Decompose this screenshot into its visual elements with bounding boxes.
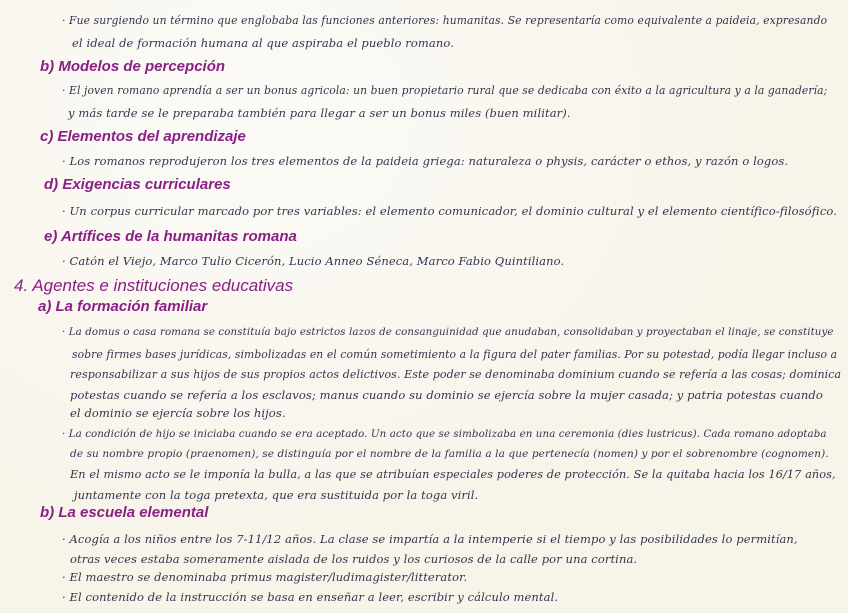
familiar-line-9: juntamente con la toga pretexta, que era sustituida por la toga viril. (74, 488, 479, 502)
heading-modelos-percepcion: b) Modelos de percepción (40, 58, 226, 75)
escuela-line-4: · El contenido de la instrucción se basa en enseñar a leer, escribir y cálculo mental. (62, 590, 559, 604)
familiar-line-8: En el mismo acto se le imponía la bulla, a las que se atribuían especiales poderes de protección. Se la quitaba hacia los 16/17 años, (70, 468, 836, 481)
familiar-line-2: sobre firmes bases jurídicas, simbolizadas en el común sometimiento a la figura del pater familias. Por su potestad, podía llegar incluso a (72, 348, 838, 361)
heading-formacion-familiar: a) La formación familiar (38, 298, 208, 315)
familiar-line-5: el dominio se ejercía sobre los hijos. (70, 406, 286, 420)
escuela-line-1: · Acogía a los niños entre los 7-11/12 años. La clase se impartía a la intemperie si el tiempo y las posibilidades lo permitían, (62, 532, 798, 546)
intro-line-2: el ideal de formación humana al que aspiraba el pueblo romano. (72, 36, 454, 50)
modelos-line-2: y más tarde se le preparaba también para llegar a ser un bonus miles (buen militar). (68, 106, 571, 120)
escuela-line-2: otras veces estaba someramente aislada de los ruidos y los curiosos de la calle por una cortina. (70, 552, 638, 566)
familiar-line-3: responsabilizar a sus hijos de sus propios actos delictivos. Este poder se denominaba dominium cuando se refería a las cosas; dominica (70, 368, 842, 381)
heading-escuela-elemental: b) La escuela elemental (40, 504, 209, 521)
heading-elementos-aprendizaje: c) Elementos del aprendizaje (40, 128, 246, 145)
intro-line-1: · Fue surgiendo un término que englobaba las funciones anteriores: humanitas. Se representaría como equivalente a paideia, expresando (62, 14, 828, 27)
heading-section-4: 4. Agentes e instituciones educativas (14, 276, 294, 295)
familiar-line-4: potestas cuando se refería a los esclavos; manus cuando su dominio se ejercía sobre la mujer casada; y patria potestas cuando (70, 388, 823, 402)
modelos-line-1: · El joven romano aprendía a ser un bonus agricola: un buen propietario rural que se dedicaba con éxito a la agricultura y a la ganadería; (62, 84, 828, 97)
familiar-line-6: · La condición de hijo se iniciaba cuando se era aceptado. Un acto que se simbolizaba en una ceremonia (dies lustricus). Cada romano adoptaba (62, 428, 827, 440)
exigencias-line-1: · Un corpus curricular marcado por tres variables: el elemento comunicador, el dominio cultural y el elemento científico-filosófico. (62, 204, 837, 218)
escuela-line-3: · El maestro se denominaba primus magister/ludimagister/litterator. (62, 570, 468, 584)
familiar-line-7: de su nombre propio (praenomen), se distinguía por el nombre de la familia a la que pertenecía (nomen) y por el sobrenombre (cognomen). (70, 448, 829, 460)
heading-artifices-humanitas: e) Artífices de la humanitas romana (44, 228, 297, 245)
familiar-line-1: · La domus o casa romana se constituía bajo estrictos lazos de consanguinidad que anudaban, consolidaban y proyectaban el linaje, se constituye (62, 326, 834, 338)
elementos-line-1: · Los romanos reprodujeron los tres elementos de la paideia griega: naturaleza o physis, carácter o ethos, y razón o logos. (62, 154, 789, 168)
heading-exigencias-curriculares: d) Exigencias curriculares (44, 176, 231, 193)
artifices-line-1: · Catón el Viejo, Marco Tulio Cicerón, Lucio Anneo Séneca, Marco Fabio Quintiliano. (62, 254, 565, 268)
